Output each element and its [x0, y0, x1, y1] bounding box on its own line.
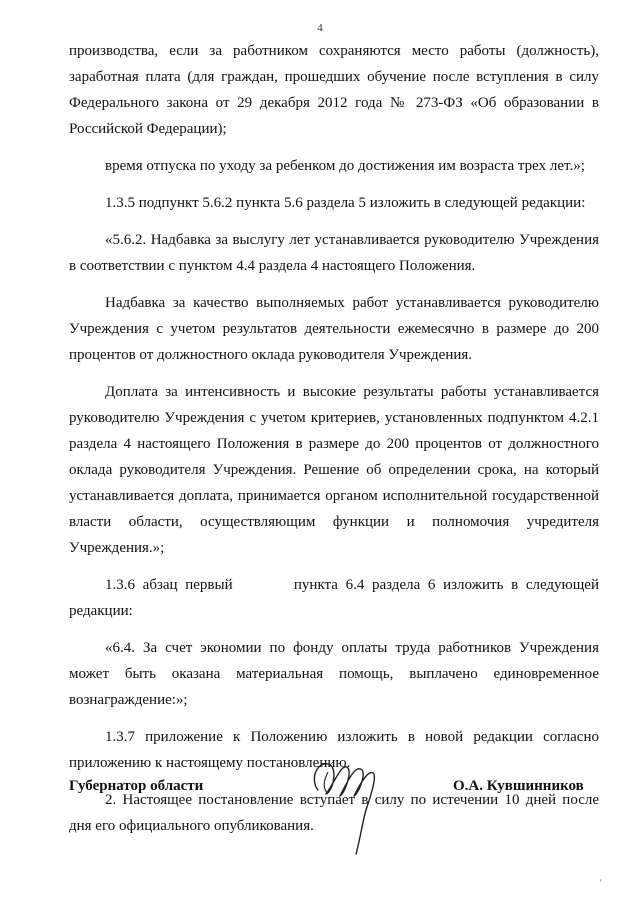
signature-block [0, 740, 640, 900]
signatory-name: О.А. Кувшинников [453, 778, 584, 794]
corner-mark: ' [600, 878, 602, 888]
paragraph-effective-date: 2. Настоящее постановление вступает в силу по истечении 10 дней после дня его официального опубликования. [69, 792, 599, 834]
page-number: 4 [317, 22, 323, 34]
paragraph-leave: время отпуска по уходу за ребенком до достижения им возраста трех лет.»; [105, 158, 585, 174]
paragraph-intensity-bonus: Доплата за интенсивность и высокие результаты работы устанавливается руководителю Учреждения с учетом критериев, установленных подпунктом 4.2.1 раздела 4 настоящего Положения в размере до 200 процентов от должностного оклада руководителя Учреждения. Решение об определении срока, на который устанавливается доплата, принимается органом исполнительной государственной власти области, осуществляющим функции и полномочия учредителя Учреждения.»; [69, 384, 599, 556]
paragraph-quality-bonus: Надбавка за качество выполняемых работ устанавливается руководителю Учреждения с учетом результатов деятельности ежемесячно в размере до 200 процентов от должностного оклада руководителя Учреждения. [69, 295, 599, 363]
paragraph-1-3-6: 1.3.6 абзац первый пункта 6.4 раздела 6 изложить в следующей редакции: [69, 577, 603, 619]
handwritten-signature [308, 750, 388, 860]
paragraph-1-3-5: 1.3.5 подпункт 5.6.2 пункта 5.6 раздела 5 изложить в следующей редакции: [105, 195, 586, 211]
paragraph-1-3-7: 1.3.7 приложение к Положению изложить в новой редакции согласно приложению к настоящему постановлению. [69, 729, 599, 771]
paragraph-6-4: «6.4. За счет экономии по фонду оплаты труда работников Учреждения может быть оказана материальная помощь, выплачено единовременное вознаграждение:»; [69, 640, 599, 708]
paragraph-continuation: производства, если за работником сохраняются место работы (должность), заработная плата (для граждан, прошедших обучение после вступления в силу Федерального закона от 29 декабря 2012 года № 273-ФЗ «Об образовании в Российской Федерации); [69, 43, 599, 137]
signatory-title: Губернатор области [69, 778, 204, 794]
paragraph-5-6-2: «5.6.2. Надбавка за выслугу лет устанавливается руководителю Учреждения в соответствии с пунктом 4.4 раздела 4 настоящего Положения. [69, 232, 599, 274]
document-body [69, 38, 603, 839]
